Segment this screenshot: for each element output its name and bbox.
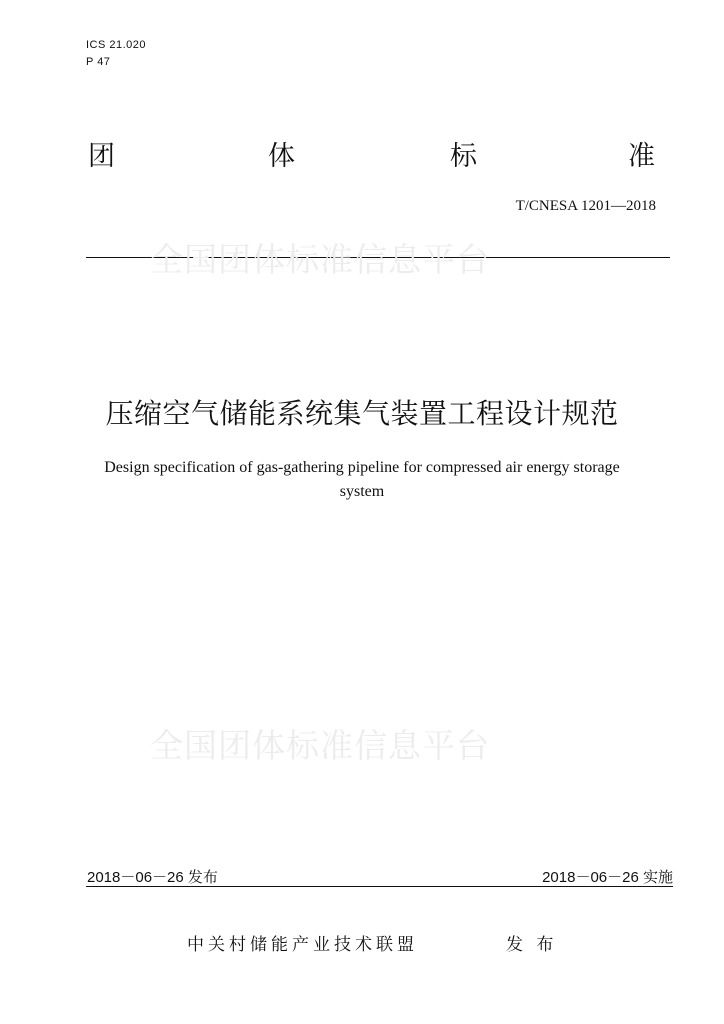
document-title-en: Design specification of gas-gathering pipeline for compressed air energy storage system [104, 459, 620, 500]
classification-block [86, 37, 146, 71]
release-date: 2018－06－26 发布 [87, 869, 218, 886]
standard-type-char-1: 团 [88, 141, 115, 172]
standard-type-char-2: 体 [268, 141, 295, 172]
watermark-bottom: 全国团体标准信息平台 [150, 726, 490, 765]
standard-type-char-4: 准 [628, 141, 655, 172]
standard-code: T/CNESA 1201—2018 [515, 198, 656, 214]
issuer-action: 发 布 [506, 935, 558, 955]
document-title-cn: 压缩空气储能系统集气装置工程设计规范 [105, 397, 619, 430]
ccs-code: P 47 [86, 56, 111, 68]
issuer-organization: 中关村储能产业技术联盟 [187, 935, 418, 955]
implement-date: 2018－06－26 实施 [542, 869, 673, 886]
standard-type-char-3: 标 [450, 141, 477, 172]
ics-code: ICS 21.020 [86, 39, 147, 51]
footer-divider [86, 886, 673, 887]
watermark-top: 全国团体标准信息平台 [150, 240, 490, 279]
